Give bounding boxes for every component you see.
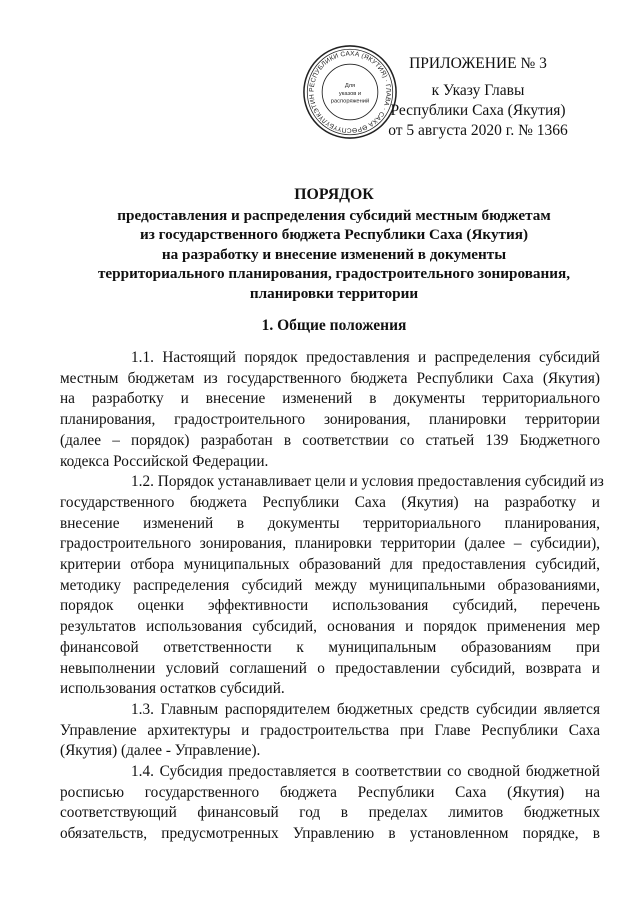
text-line: на разработку и внесение изменений в документы территориального (60, 390, 600, 408)
text-line: 1.3. Главным распорядителем бюджетных средств субсидии является (131, 700, 600, 718)
document-title: ПОРЯДОК (294, 186, 374, 203)
svg-text:Для: Для (344, 83, 356, 90)
text-line: использования остатков субсидий. (60, 680, 285, 698)
text-line: внесение изменений в документы территориального планирования, (60, 514, 600, 532)
appendix-title: ПРИЛОЖЕНИЕ № 3 (409, 55, 547, 72)
document-heading (60, 185, 608, 303)
heading-line: планировки территории (249, 284, 419, 302)
heading-line: из государственного бюджета Республики Саха (Якутия) (139, 226, 529, 243)
appendix-line: от 5 августа 2020 г. № 1366 (388, 122, 568, 139)
text-line: планирования, градостроительного зонирования, планировки территории (60, 411, 600, 429)
text-line: 1.1. Настоящий порядок предоставления и распределения субсидий (131, 349, 600, 366)
text-line: результатов использования субсидий, основания и порядок применения мер (60, 618, 600, 636)
text-line: (Якутия) (далее - Управление). (60, 742, 261, 760)
appendix-line: к Указу Главы (431, 82, 525, 99)
text-line: кодекса Российской Федерации. (60, 452, 269, 470)
svg-text:указов и: указов и (338, 90, 362, 97)
text-line: критерии отбора муниципальных образований для предоставления субсидий, (60, 556, 600, 574)
heading-line: предоставления и распределения субсидий местным бюджетам (117, 206, 551, 224)
text-line: государственного бюджета Республики Саха (Якутия) на разработку и (60, 493, 600, 511)
section-title: 1. Общие положения (261, 317, 407, 334)
text-line: соответствующий финансовый год в пределах лимитов бюджетных (60, 804, 600, 822)
text-line: росписью государственного бюджета Республики Саха (Якутия) на (60, 783, 600, 801)
text-line: (далее – порядок) разработан в соответствии со статьей 139 Бюджетного (60, 431, 600, 449)
appendix-line: Республики Саха (Якутия) (390, 102, 566, 119)
text-line: обязательств, предусмотренных Управлению в установленном порядке, в (60, 825, 600, 843)
paragraphs-container (60, 348, 604, 845)
text-line: градостроительного зонирования, планировки территории (далее – субсидии), (60, 535, 600, 553)
text-line: невыполнении условий соглашений о предоставлении субсидий, возврата и (60, 659, 600, 677)
text-line: финансовой ответственности к муниципальным образованиям при (60, 638, 600, 656)
appendix-block (378, 54, 578, 141)
text-line: Управление архитектуры и градостроительства при Главе Республики Саха (60, 721, 600, 739)
heading-line: территориального планирования, градостроительного зонирования, (97, 265, 571, 282)
svg-text:РЕСПУБЛИКИ САХА (ЯКУТИЯ) · ГЛА: РЕСПУБЛИКИ САХА (ЯКУТИЯ) · ГЛАВА · САХА ӨРӨСПҮҮБҮЛҮКЭТИН (308, 50, 392, 134)
text-line: порядок оценки эффективности использования субсидий, перечень (60, 597, 600, 615)
text-line: методику распределения субсидий между муниципальными образованиями, (60, 576, 600, 594)
svg-text:распоряжений: распоряжений (330, 98, 370, 105)
text-line: местным бюджетам из государственного бюджета Республики Саха (Якутия) (60, 369, 600, 387)
heading-line: на разработку и внесение изменений в документы (161, 245, 507, 263)
text-line: 1.4. Субсидия предоставляется в соответствии со сводной бюджетной (131, 763, 600, 781)
text-line: 1.2. Порядок устанавливает цели и условия предоставления субсидий из (131, 473, 604, 491)
